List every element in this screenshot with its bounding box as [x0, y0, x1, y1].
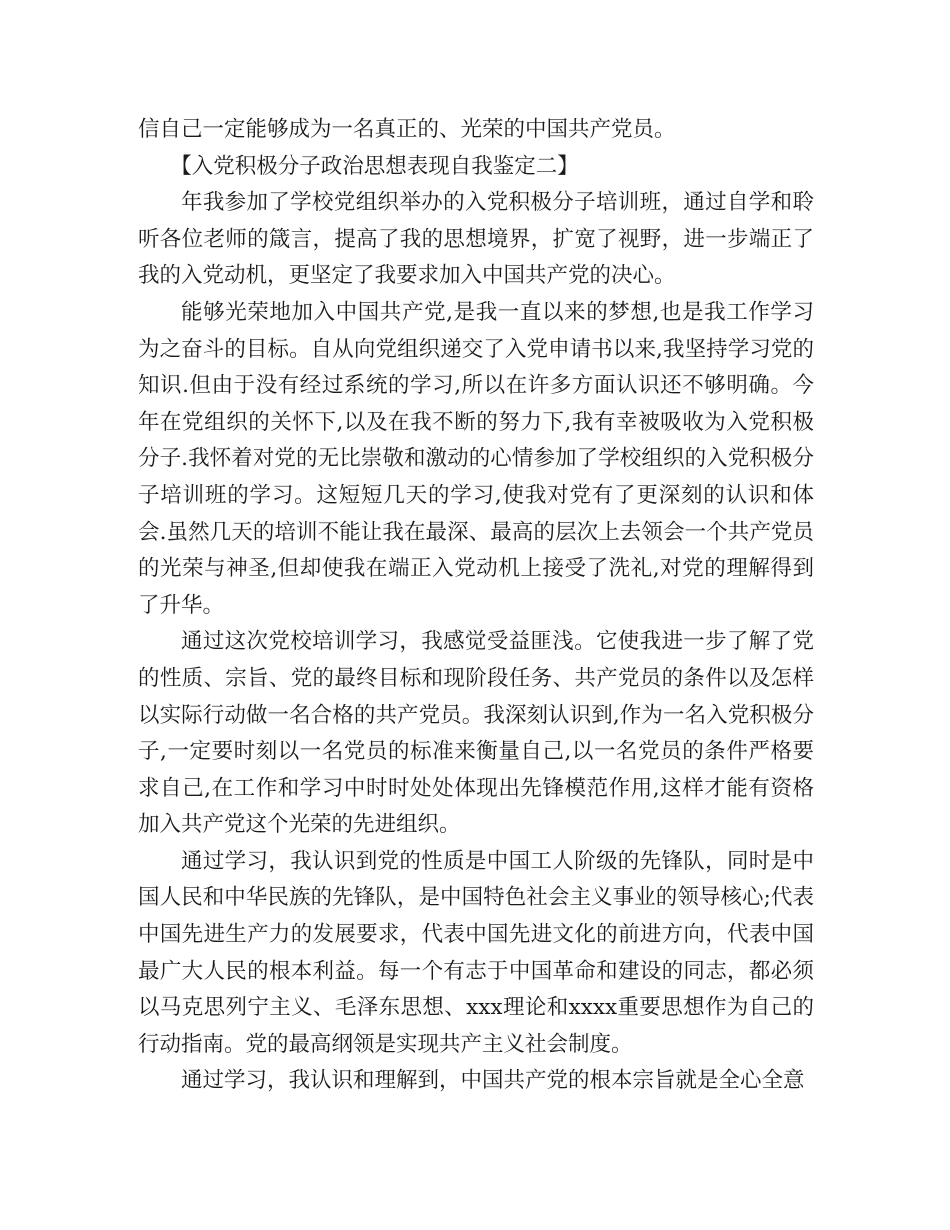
section-heading: 【入党积极分子政治思想表现自我鉴定二】 [170, 153, 579, 179]
body-paragraph: 能够光荣地加入中国共产党,是我一直以来的梦想,也是我工作学习为之奋斗的目标。自从向党组织递交了入党申请书以来,我坚持学习党的知识.但由于没有经过系统的学习,所以在许多方面认识还不够明确。今年在党组织的关怀下,以及在我不断的努力下,我有幸被吸收为入党积极分子.我怀着对党的无比崇敬和激动的心情参加了学校组织的入党积极分子培训班的学习。这短短几天的学习,使我对党有了更深刻的认识和体会.虽然几天的培训不能让我在最深、最高的层次上去领会一个共产党员的光荣与神圣,但却使我在端正入党动机上接受了洗礼,对党的理解得到了升华。 [138, 299, 814, 618]
body-paragraph: 通过学习，我认识到党的性质是中国工人阶级的先锋队，同时是中国人民和中华民族的先锋队，是中国特色社会主义事业的领导核心;代表中国先进生产力的发展要求，代表中国先进文化的前进方向，代表中国最广大人民的根本利益。每一个有志于中国革命和建设的同志，都必须以马克思列宁主义、毛泽东思想、xxx理论和xxxx重要思想作为自己的行动指南。党的最高纲领是实现共产主义社会制度。 [138, 848, 814, 1057]
body-paragraph: 通过这次党校培训学习，我感觉受益匪浅。它使我进一步了解了党的性质、宗旨、党的最终目标和现阶段任务、共产党员的条件以及怎样以实际行动做一名合格的共产党员。我深刻认识到,作为一名入党积极分子,一定要时刻以一名党员的标准来衡量自己,以一名党员的条件严格要求自己,在工作和学习中时时处处体现出先锋模范作用,这样才能有资格加入共产党这个光荣的先进组织。 [138, 629, 814, 838]
continued-paragraph: 信自己一定能够成为一名真正的、光荣的中国共产党员。 [138, 117, 676, 142]
body-paragraph: 年我参加了学校党组织举办的入党积极分子培训班，通过自学和聆听各位老师的箴言，提高了我的思想境界，扩宽了视野，进一步端正了我的入党动机，更坚定了我要求加入中国共产党的决心。 [138, 190, 814, 289]
document-body [138, 112, 814, 1100]
body-paragraph: 通过学习，我认识和理解到，中国共产党的根本宗旨就是全心全意 [181, 1068, 805, 1094]
